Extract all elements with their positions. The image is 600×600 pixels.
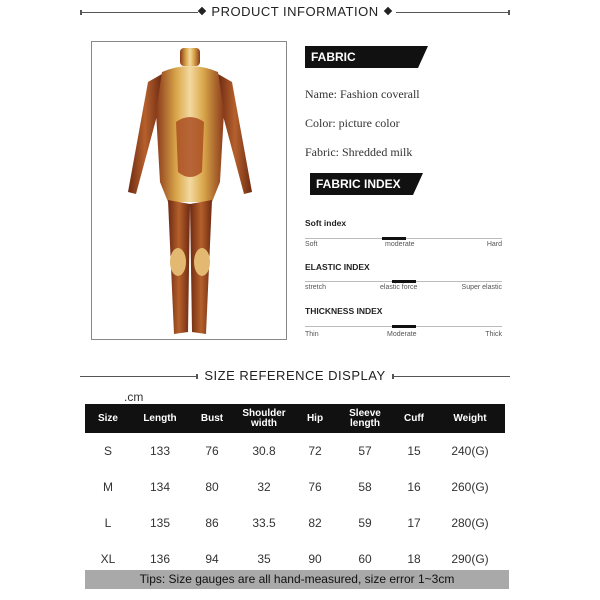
product-photo [91,41,287,340]
product-info-header [80,3,510,21]
col-sleeve-length: Sleeve length [337,404,393,433]
tick-thin: Thin [305,331,319,338]
table-row: S 133 76 30.8 72 57 15 240(G) [103,444,489,458]
size-reference-title: SIZE REFERENCE DISPLAY [204,368,386,383]
unit-label: .cm [124,390,144,404]
fabric-information-tag [305,46,418,86]
diamond-icon [198,7,206,15]
table-row: XL 136 94 35 90 60 18 290(G) [100,552,489,566]
product-name: Name: Fashion coverall [305,87,420,101]
elastic-index-marker [392,280,416,283]
col-weight: Weight [435,404,505,433]
diamond-icon [383,7,391,15]
soft-index-track [305,238,502,239]
tick-thick: Thick [485,331,502,338]
size-table-header [85,404,505,433]
bodysuit-illustration [92,42,287,340]
fabric-index-tag [310,173,413,195]
size-table [85,404,505,577]
thickness-index-label: THICKNESS INDEX [305,306,383,316]
product-color: Color: picture color [305,116,400,130]
fabric-index-heading: FABRIC INDEX [316,177,401,191]
fabric-information-heading: FABRIC INFORMATION [311,50,395,86]
thickness-index-marker [392,325,416,328]
col-bust: Bust [189,404,235,433]
product-fabric: Fabric: Shredded milk [305,145,413,159]
table-row: L 135 86 33.5 82 59 17 280(G) [104,516,489,530]
tick-soft: Soft [305,241,318,248]
size-reference-header [80,367,510,385]
col-size: Size [85,404,131,433]
tick-elastic-force: elastic force [380,284,418,291]
soft-index-marker [382,237,406,240]
col-shoulder-width: Shoulder width [235,404,293,433]
elastic-index-track [305,281,502,282]
elastic-index-label: ELASTIC INDEX [305,262,370,272]
soft-index-label: Soft index [305,218,347,228]
product-info-title: PRODUCT INFORMATION [211,4,379,19]
col-hip: Hip [293,404,337,433]
col-length: Length [131,404,189,433]
tick-super-elastic: Super elastic [461,284,502,291]
thickness-index-track [305,326,502,327]
tick-moderate: Moderate [387,331,417,338]
tick-stretch: stretch [305,284,327,291]
tips-banner: Tips: Size gauges are all hand-measured, size error 1~3cm [85,570,509,589]
table-row: M 134 80 32 76 58 16 260(G) [103,480,489,494]
tick-hard: Hard [486,241,502,248]
col-cuff: Cuff [393,404,435,433]
tick-moderate: moderate [385,241,415,248]
